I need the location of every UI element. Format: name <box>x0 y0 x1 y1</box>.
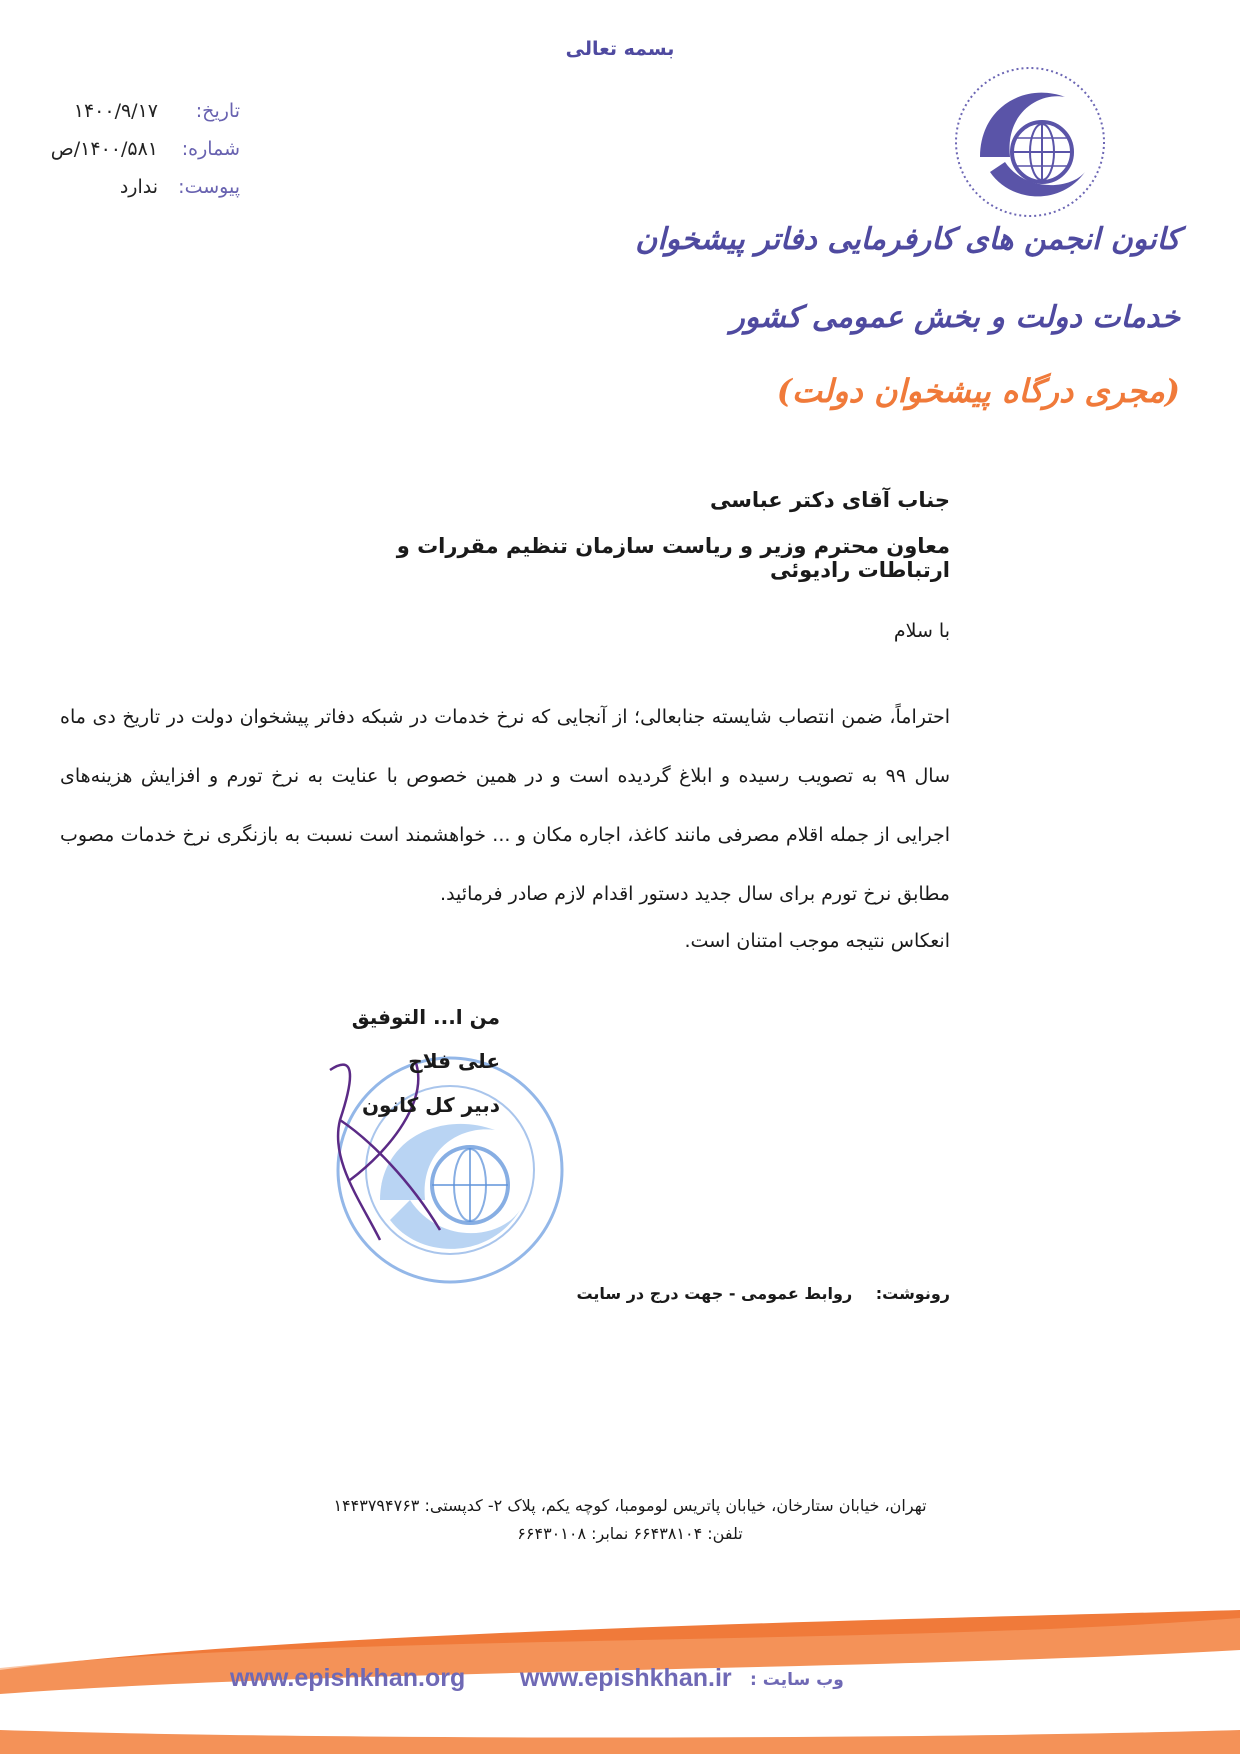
meta-attachment-label: پیوست: <box>178 176 240 198</box>
cc-label: رونوشت: <box>875 1284 950 1303</box>
website-link-org[interactable]: www.epishkhan.org <box>230 1664 466 1692</box>
meta-date-value: ۱۴۰۰/۹/۱۷ <box>73 100 158 122</box>
meta-number <box>50 138 240 176</box>
signatory-title: دبیر کل کانون <box>361 1093 500 1117</box>
cc-line <box>450 1284 950 1303</box>
recipient-name: جناب آقای دکتر عباسی <box>709 488 950 512</box>
letter-body: احتراماً، ضمن انتصاب شایسته جنابعالی؛ از آنجایی که نرخ خدمات در شبکه دفاتر پیشخوان دولت در تاریخ دی ماه سال ۹۹ به تصویب رسیده و ابلاغ گردیده است و در همین خصوص با عنایت به نرخ تورم و افزایش هزینه‌های اجرایی از جمله اقلام مصرفی مانند کاغذ، اجاره مکان و ... خواهشمند است نسبت به بازنگری نرخ خدمات مصوب مطابق نرخ تورم برای سال جدید دستور اقدام لازم صادر فرمائید. <box>60 706 951 905</box>
meta-date <box>60 100 240 138</box>
closing-line: انعکاس نتیجه موجب امتنان است. <box>684 930 950 952</box>
meta-attachment-value: ندارد <box>119 176 158 198</box>
website-label: وب سایت : <box>750 1670 844 1690</box>
letter-meta <box>50 100 240 214</box>
org-name-line-3: (مجری درگاه پیشخوان دولت) <box>776 372 1180 410</box>
signature-salutation: من ا... التوفیق <box>351 1005 500 1029</box>
meta-number-value: ۱۴۰۰/۵۸۱/ص <box>50 138 158 160</box>
meta-number-label: شماره: <box>181 138 240 160</box>
contact-line: تلفن: ۶۶۴۳۸۱۰۴ نمابر: ۶۶۴۳۰۱۰۸ <box>517 1524 743 1543</box>
org-name-line-1: کانون انجمن های کارفرمایی دفاتر پیشخوان <box>635 222 1180 257</box>
signature-block <box>320 1005 500 1137</box>
website-link-ir[interactable]: www.epishkhan.ir <box>520 1664 732 1692</box>
greeting: با سلام <box>893 620 950 642</box>
org-name-line-2: خدمات دولت و بخش عمومی کشور <box>730 300 1180 335</box>
cc-text: روابط عمومی - جهت درج در سایت <box>576 1284 853 1303</box>
meta-attachment <box>60 176 240 214</box>
recipient-block <box>310 488 950 580</box>
address-line: تهران، خیابان ستارخان، خیابان پاتریس لومومبا، کوچه یکم، پلاک ۲- کدپستی: ۱۴۴۳۷۹۴۷۶۳ <box>333 1496 927 1515</box>
meta-date-label: تاریخ: <box>195 100 240 122</box>
globe-emblem-icon <box>950 62 1110 222</box>
recipient-title: معاون محترم وزیر و ریاست سازمان تنظیم مقررات و ارتباطات رادیوئی <box>396 534 950 582</box>
footer-links <box>220 1664 940 1704</box>
bismillah-heading: بسمه تعالی <box>565 38 675 60</box>
signatory-name: علی فلاح <box>408 1049 500 1073</box>
address-block <box>280 1496 980 1552</box>
